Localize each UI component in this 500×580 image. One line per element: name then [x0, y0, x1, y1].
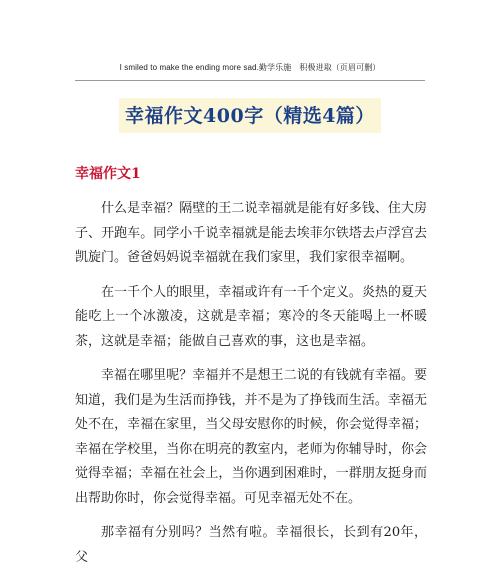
section-heading: 幸福作文1	[75, 166, 141, 182]
paragraph-4: 那幸福有分别吗？当然有啦。幸福很长，长到有20年，父	[75, 525, 427, 565]
paragraph-3: 幸福在哪里呢？幸福并不是想王二说的有钱就有幸福。要知道，我们是为生活而挣钱，并不是为了挣钱而生活。幸福无处不在，幸福在家里，当父母安慰你的时候，你会觉得幸福；幸福在学校里，当你在明亮的教室内，老师为你辅导时，你会觉得幸福；幸福在社会上，当你遇到困难时，一群朋友挺身而出帮助你时，你会觉得幸福。可见幸福无处不在。	[75, 368, 427, 506]
header-divider	[75, 80, 425, 81]
document-title: 幸福作文400字（精选4篇）	[119, 98, 381, 133]
paragraph-1: 什么是幸福？隔壁的王二说幸福就是能有好多钱、住大房子、开跑车。同学小千说幸福就是能去埃菲尔铁塔去卢浮宫去凯旋门。爸爸妈妈说幸福就在我们家里，我们家很幸福啊。	[75, 201, 427, 265]
page-header: I smiled to make the ending more sad.勤学乐施 积极进取（页眉可删）	[119, 63, 381, 72]
paragraph-2: 在一千个人的眼里，幸福或许有一千个定义。炎热的夏天能吃上一个冰激凌，这就是幸福；寒冷的冬天能喝上一杯暖茶，这就是幸福；能做自己喜欢的事，这也是幸福。	[75, 284, 427, 349]
title-container	[0, 98, 500, 133]
body-text	[75, 197, 427, 580]
